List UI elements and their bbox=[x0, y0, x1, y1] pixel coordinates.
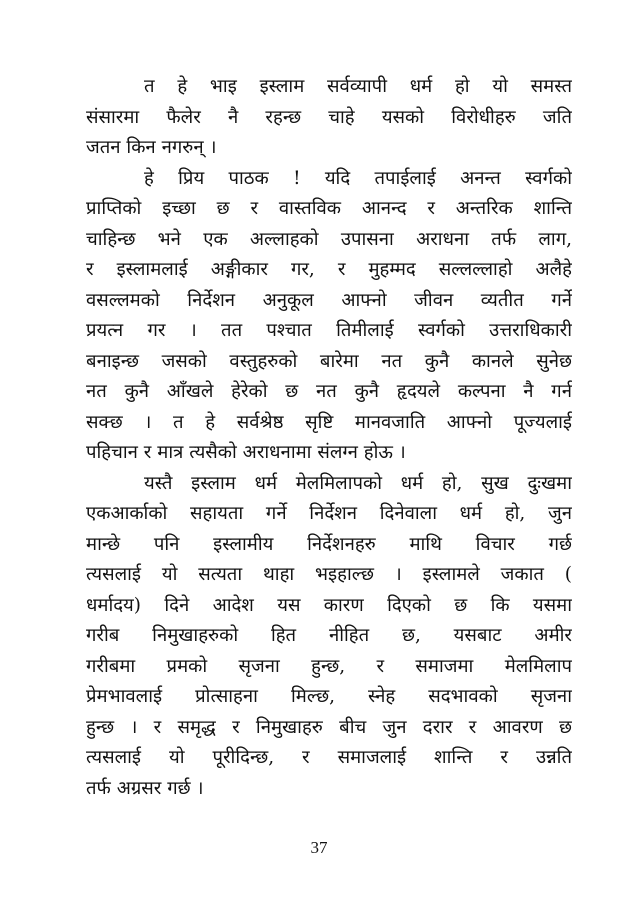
text-line: हुन्छ । र समृद्ध र निमुखाहरु बीच जुन दरार र आवरण छ bbox=[86, 716, 572, 738]
text-line: गरीबमा प्रमको सृजना हुन्छ, र समाजमा मेलमिलाप bbox=[86, 655, 572, 677]
text-line: प्राप्तिको इच्छा छ र वास्तविक आनन्द र अन्तरिक शान्ति bbox=[86, 198, 572, 219]
text-line: नत कुनै आँखले हेरेको छ नत कुनै हृदयले कल्पना नै गर्न bbox=[86, 381, 572, 402]
text-line: गरीब निमुखाहरुको हित नीहित छ, यसबाट अमीर bbox=[86, 625, 572, 646]
text-line: तर्फ अग्रसर गर्छ । bbox=[86, 777, 204, 799]
text-line: एकआर्काको सहायता गर्ने निर्देशन दिनेवाला धर्म हो, जुन bbox=[86, 503, 572, 524]
text-line: त्यसलाई यो सत्यता थाहा भइहाल्छ । इस्लामले जकात ( bbox=[86, 564, 572, 585]
text-line: सक्छ । त हे सर्वश्रेष्ठ सृष्टि मानवजाति आफ्नो पूज्यलाई bbox=[86, 411, 572, 433]
document-page bbox=[86, 72, 572, 804]
paragraph-3 bbox=[86, 469, 572, 805]
text-line: धर्मादय) दिने आदेश यस कारण दिएको छ कि यसमा bbox=[86, 594, 572, 616]
text-line: र इस्लामलाई अङ्गीकार गर, र मुहम्मद सल्लल्लाहो अलैहे bbox=[86, 259, 572, 280]
text-line: यस्तै इस्लाम धर्म मेलमिलापको धर्म हो, सुख दुःखमा bbox=[144, 472, 572, 494]
text-line: वसल्लमको निर्देशन अनुकूल आफ्नो जीवन व्यतीत गर्ने bbox=[86, 289, 572, 311]
text-line: पहिचान र मात्र त्यसैको अराधनामा संलग्न होऊ । bbox=[86, 442, 406, 463]
text-line: संसारमा फैलेर नै रहन्छ चाहे यसको विरोधीहरु जति bbox=[86, 106, 572, 128]
page-number: 37 bbox=[310, 838, 328, 857]
paragraph-2 bbox=[86, 164, 572, 469]
text-line: हे प्रिय पाठक ! यदि तपाईलाई अनन्त स्वर्गको bbox=[144, 167, 572, 189]
text-line: प्रेमभावलाई प्रोत्साहना मिल्छ, स्नेह सदभावको सृजना bbox=[86, 686, 572, 707]
text-line: प्रयत्न गर । तत पश्चात तिमीलाई स्वर्गको उत्तराधिकारी bbox=[86, 320, 572, 341]
text-line: बनाइन्छ जसको वस्तुहरुको बारेमा नत कुनै कानले सुनेछ bbox=[86, 350, 572, 372]
text-line: त हे भाइ इस्लाम सर्वव्यापी धर्म हो यो समस्त bbox=[144, 76, 572, 97]
text-line: मान्छे पनि इस्लामीय निर्देशनहरु माथि विचार गर्छ bbox=[86, 533, 572, 555]
text-line: त्यसलाई यो पूरीदिन्छ, र समाजलाई शान्ति र उन्नति bbox=[86, 747, 572, 768]
text-line: चाहिन्छ भने एक अल्लाहको उपासना अराधना तर्फ लाग, bbox=[86, 228, 572, 250]
paragraph-1 bbox=[86, 72, 572, 164]
text-line: जतन किन नगरुन् । bbox=[86, 137, 217, 158]
